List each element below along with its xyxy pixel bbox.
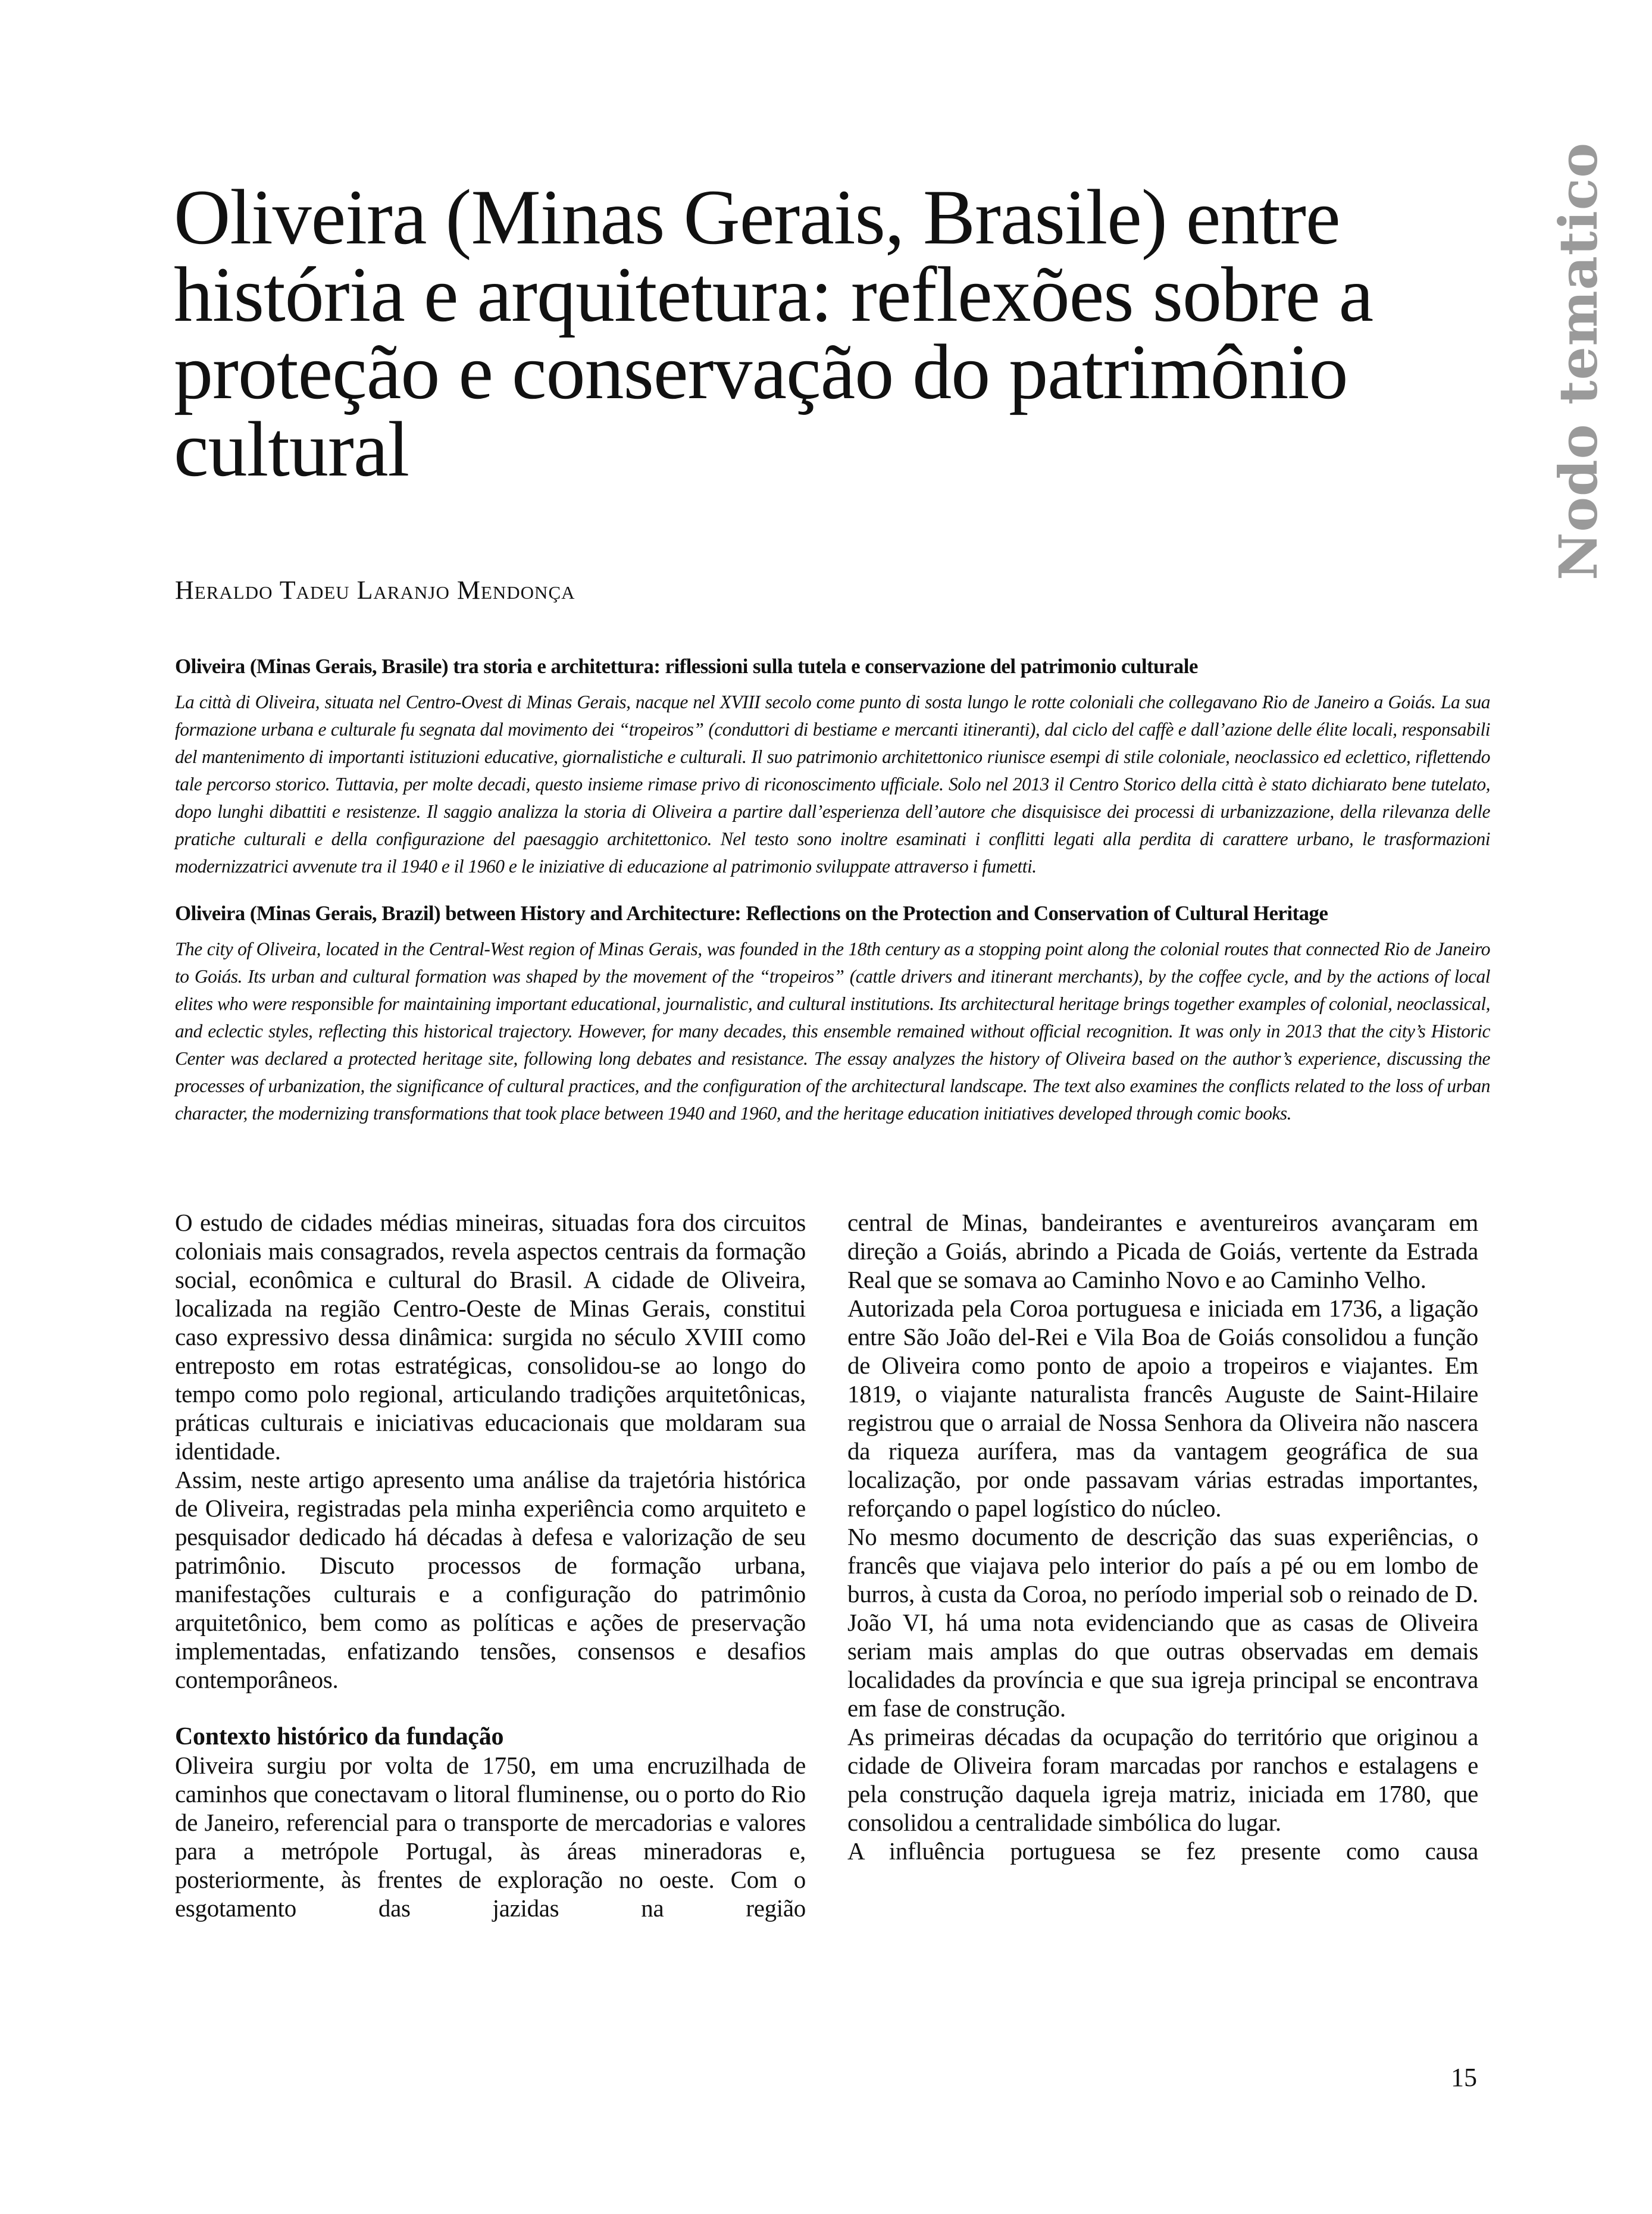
english-abstract — [175, 899, 1490, 1127]
author-name: Heraldo Tadeu Laranjo Mendonça — [175, 576, 575, 605]
body-column-right — [847, 1208, 1478, 1865]
italian-abstract — [175, 652, 1490, 880]
body-paragraph: O estudo de cidades médias mineiras, situadas fora dos circuitos coloniais mais consagrados, revela aspectos centrais da formação social, econômica e cultural do Brasil. A cidade de Oliveira, localizada na região Centro-Oeste de Minas Gerais, constitui caso expressivo dessa dinâmica: surgida no século XVIII como entreposto em rotas estratégicas, consolidou-se ao longo do tempo como polo regional, articulando tradições arquitetônicas, práticas culturais e iniciativas educacionais que moldaram sua identidade. — [175, 1209, 806, 1465]
body-paragraph: A influência portuguesa se fez presente como causa — [847, 1837, 1478, 1865]
body-paragraph: central de Minas, bandeirantes e aventureiros avançaram em direção a Goiás, abrindo a Picada de Goiás, vertente da Estrada Real que se somava ao Caminho Novo e ao Caminho Velho. — [847, 1209, 1478, 1293]
section-heading: Contexto histórico da fundação — [175, 1723, 504, 1750]
body-paragraph: Autorizada pela Coroa portuguesa e iniciada em 1736, a ligação entre São João del-Rei e Vila Boa de Goiás consolidou a função de Oliveira como ponto de apoio a tropeiros e viajantes. Em 1819, o viajante naturalista francês Auguste de Saint-Hilaire registrou que o arraial de Nossa Senhora da Oliveira não nascera da riqueza aurífera, mas da vantagem geográfica de sua localização, por onde passavam várias estradas importantes, reforçando o papel logístico do núcleo. — [847, 1294, 1478, 1522]
section-label: Nodo tematico — [1547, 142, 1609, 580]
english-abstract-text: The city of Oliveira, located in the Central-West region of Minas Gerais, was founded in the 18th century as a stopping point along the colonial routes that connected Rio de Janeiro to Goiás. Its urban and cultural formation was shaped by the movement of the “tropeiros” (cattle drivers and itinerant merchants), by the coffee cycle, and by the actions of local elites who were responsible for maintaining important educational, journalistic, and cultural institutions. Its architectural heritage brings together examples of colonial, neoclassical, and eclectic styles, reflecting this historical trajectory. However, for many decades, this ensemble remained without official recognition. It was only in 2013 that the city’s Historic Center was declared a protected heritage site, following long debates and resistance. The essay analyzes the history of Oliveira based on the author’s experience, discussing the processes of urbanization, the significance of cultural practices, and the configuration of the architectural landscape. The text also examines the conflicts related to the loss of urban character, the modernizing transformations that took place between 1940 and 1960, and the heritage education initiatives developed through comic books. — [175, 939, 1490, 1124]
body-paragraph: Oliveira surgiu por volta de 1750, em uma encruzilhada de caminhos que conectavam o litoral fluminense, ou o porto do Rio de Janeiro, referencial para o transporte de mercadorias e valores para a metrópole Portugal, às áreas mineradoras e, posteriormente, às frentes de exploração no oeste. Com o esgotamento das jazidas na região — [175, 1752, 806, 1922]
body-column-left — [175, 1208, 806, 1922]
article-title: Oliveira (Minas Gerais, Brasile) entre história e arquitetura: reflexões sobre a proteção e conservação do patrimônio cultural — [174, 173, 1373, 493]
italian-abstract-text: La città di Oliveira, situata nel Centro-Ovest di Minas Gerais, nacque nel XVIII secolo come punto di sosta lungo le rotte coloniali che collegavano Rio de Janeiro a Goiás. La sua formazione urbana e culturale fu segnata dal movimento dei “tropeiros” (conduttori di bestiame e mercanti itineranti), dal ciclo del caffè e dall’azione delle élite locali, responsabili del mantenimento di importanti istituzioni educative, giornalistiche e culturali. Il suo patrimonio architettonico riunisce esempi di stile coloniale, neoclassico ed eclettico, riflettendo tale percorso storico. Tuttavia, per molte decadi, questo insieme rimase privo di riconoscimento ufficiale. Solo nel 2013 il Centro Storico della città è stato dichiarato bene tutelato, dopo lunghi dibattiti e resistenze. Il saggio analizza la storia di Oliveira a partire dall’esperienza dell’autore che disquisisce dei processi di urbanizzazione, della rilevanza delle pratiche culturali e della configurazione del paesaggio architettonico. Nel testo sono inoltre esaminati i conflitti legati alla perdita di carattere urbano, le trasformazioni modernizzatrici avvenute tra il 1940 e il 1960 e le iniziative di educazione al patrimonio sviluppate attraverso i fumetti. — [175, 692, 1490, 877]
body-paragraph: Assim, neste artigo apresento uma análise da trajetória histórica de Oliveira, registradas pela minha experiência como arquiteto e pesquisador dedicado há décadas à defesa e valorização de seu patrimônio. Discuto processos de formação urbana, manifestações culturais e a configuração do patrimônio arquitetônico, bem como as políticas e ações de preservação implementadas, enfatizando tensões, consensos e desafios contemporâneos. — [175, 1466, 806, 1693]
italian-abstract-heading: Oliveira (Minas Gerais, Brasile) tra storia e architettura: riflessioni sulla tutela e conservazione del patrimonio culturale — [175, 655, 1198, 678]
english-abstract-heading: Oliveira (Minas Gerais, Brazil) between History and Architecture: Reflections on the Protection and Conservation of Cultural Heritage — [175, 902, 1328, 925]
body-paragraph: As primeiras décadas da ocupação do território que originou a cidade de Oliveira foram marcadas por ranchos e estalagens e pela construção daquela igreja matriz, iniciada em 1780, que consolidou a centralidade simbólica do lugar. — [847, 1723, 1478, 1836]
page-number: 15 — [1451, 2063, 1477, 2092]
body-paragraph: No mesmo documento de descrição das suas experiências, o francês que viajava pelo interior do país a pé ou em lombo de burros, à custa da Coroa, no período imperial sob o reinado de D. João VI, há uma nota evidenciando que as casas de Oliveira seriam mais amplas do que outras observadas em demais localidades da província e que sua igreja principal se encontrava em fase de construção. — [847, 1523, 1478, 1722]
